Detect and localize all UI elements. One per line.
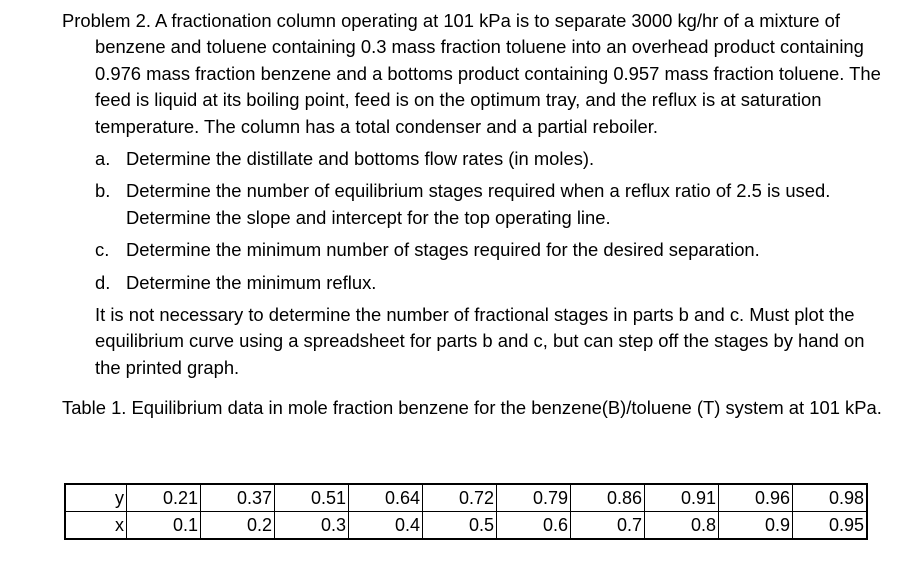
question-item-c [62,237,882,263]
question-text: Determine the minimum number of stages required for the desired separation. [126,239,760,261]
question-item-d [62,270,882,296]
table-row-y [65,484,867,512]
table-cell: 0.3 [275,512,349,540]
question-text: Determine the distillate and bottoms flow rates (in moles). [126,148,595,170]
question-marker: b. [95,180,111,202]
table-cell: 0.9 [719,512,793,540]
table-cell: 0.64 [349,484,423,512]
table-cell: 0.91 [645,484,719,512]
table-cell: 0.51 [275,484,349,512]
question-marker: a. [95,148,111,170]
table-cell: 0.4 [349,512,423,540]
table-cell: 0.8 [645,512,719,540]
table-caption: Table 1. Equilibrium data in mole fraction benzene for the benzene(B)/toluene (T) system at 101 kPa. [62,397,882,419]
row-label: y [65,484,127,512]
table-cell: 0.2 [201,512,275,540]
table-cell: 0.95 [793,512,868,540]
table-cell: 0.1 [127,512,201,540]
question-marker: c. [95,239,110,261]
table-cell: 0.7 [571,512,645,540]
question-marker: d. [95,271,111,293]
equilibrium-data-table [64,483,868,540]
question-text: Determine the minimum reflux. [126,271,377,293]
question-list [62,146,882,296]
table-cell: 0.98 [793,484,868,512]
table-cell: 0.79 [497,484,571,512]
problem-statement: Problem 2. A fractionation column operating at 101 kPa is to separate 3000 kg/hr of a mixture of benzene and toluene containing 0.3 mass fraction toluene into an overhead product containing 0.976 mass fraction benzene and a bottoms product containing 0.957 mass fraction toluene. The feed is liquid at its boiling point, feed is on the optimum tray, and the reflux is at saturation temperature. The column has a total condenser and a partial reboiler. [62,10,881,137]
table-row-x [65,512,867,540]
table-cell: 0.5 [423,512,497,540]
question-item-a [62,146,882,172]
table-cell: 0.6 [497,512,571,540]
question-item-b [62,178,882,231]
question-text: Determine the number of equilibrium stages required when a reflux ratio of 2.5 is used. Determine the slope and intercept for the top operating line. [126,180,831,228]
table-cell: 0.96 [719,484,793,512]
table-cell: 0.72 [423,484,497,512]
table-cell: 0.86 [571,484,645,512]
table-cell: 0.21 [127,484,201,512]
table-cell: 0.37 [201,484,275,512]
document-page [62,8,882,440]
row-label: x [65,512,127,540]
instructions-note: It is not necessary to determine the number of fractional stages in parts b and c. Must plot the equilibrium curve using a spreadsheet for parts b and c, but can step off the stages by hand on the printed graph. [95,304,865,378]
